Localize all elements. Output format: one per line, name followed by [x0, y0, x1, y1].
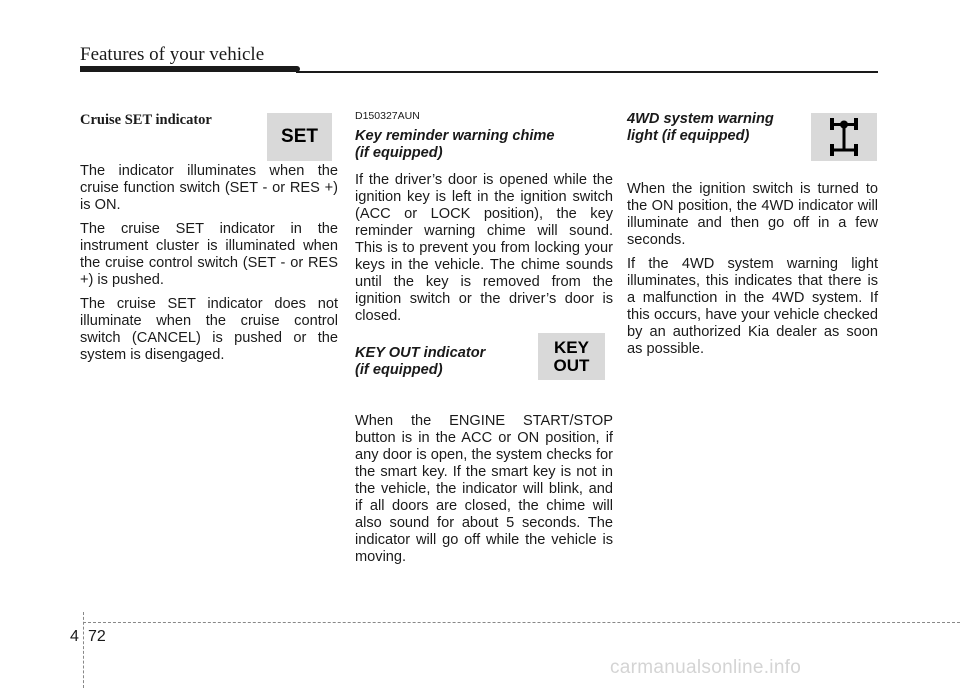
4wd-drivetrain-icon-graphic	[827, 115, 861, 159]
set-indicator-label: SET	[281, 126, 318, 147]
key-reminder-heading	[355, 128, 613, 162]
4wd-paragraph-2: If the 4WD system warning light illuminates, this indicates that there is a malfunction in the 4WD system. If this occurs, have your vehicle checked by an authorized Kia dealer as soon as possible.	[627, 256, 878, 357]
key-reminder-heading-line2: (if equipped)	[355, 145, 443, 161]
cruise-set-paragraph-1: The indicator illuminates when the cruise function switch (SET - or RES +) is ON.	[80, 163, 338, 213]
cruise-set-paragraph-3: The cruise SET indicator does not illuminate when the cruise control switch (CANCEL) is pushed or the system is disengaged.	[80, 296, 338, 363]
key-out-heading-line2: (if equipped)	[355, 362, 443, 378]
header-rule-thin	[296, 71, 878, 73]
key-out-heading-line1: KEY OUT indicator	[355, 345, 486, 361]
4wd-warning-heading-line2: light (if equipped)	[627, 128, 750, 144]
chapter-number: 4	[70, 628, 79, 645]
cruise-set-heading: Cruise SET indicator	[80, 112, 212, 128]
cruise-set-paragraph-2: The cruise SET indicator in the instrument cluster is illuminated when the cruise control switch (SET - or RES +) is pushed.	[80, 221, 338, 288]
set-indicator-icon	[267, 113, 332, 161]
page-number: 72	[88, 628, 106, 645]
key-out-icon-line1: KEY	[554, 337, 589, 357]
key-out-indicator-icon	[538, 333, 605, 380]
header-rule-thick	[80, 66, 300, 72]
4wd-drivetrain-icon	[811, 113, 877, 161]
section-code: D150327AUN	[355, 110, 420, 122]
footer-horizontal-rule	[83, 622, 960, 623]
key-out-icon-line2: OUT	[553, 355, 590, 375]
watermark: carmanualsonline.info	[610, 657, 802, 678]
key-reminder-paragraph: If the driver’s door is opened while the ignition key is left in the ignition switch (ACC or LOCK position), the key reminder warning chime will sound. This is to prevent you from locking your keys in the vehicle. The chime sounds until the key is removed from the ignition switch or the driver’s door is closed.	[355, 172, 613, 324]
page-header-title: Features of your vehicle	[80, 44, 265, 65]
4wd-warning-heading-line1: 4WD system warning	[627, 111, 774, 127]
footer-vertical-rule	[83, 612, 84, 688]
key-reminder-heading-line1: Key reminder warning chime	[355, 128, 555, 144]
key-out-paragraph: When the ENGINE START/STOP button is in the ACC or ON position, if any door is open, the system checks for the smart key. If the smart key is not in the vehicle, the indicator will blink, and if all doors are closed, the chime will also sound for about 5 seconds. The indicator will go off while the vehicle is moving.	[355, 413, 613, 565]
4wd-paragraph-1: When the ignition switch is turned to the ON position, the 4WD indicator will illuminate and then go off in a few seconds.	[627, 181, 878, 248]
